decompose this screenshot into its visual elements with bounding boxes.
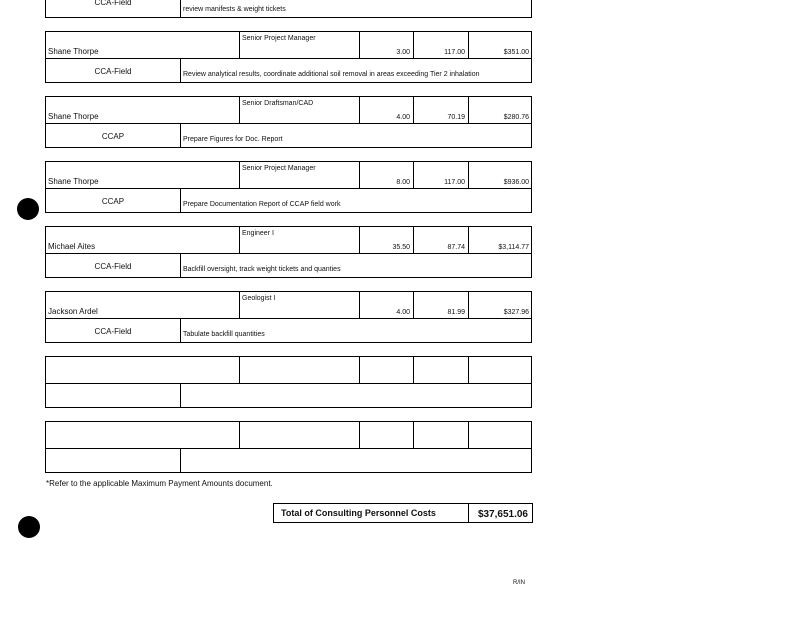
task-description: Backfill oversight, track weight tickets and quanties bbox=[180, 254, 532, 277]
personnel-name: Shane Thorpe bbox=[48, 112, 99, 121]
hours: 8.00 bbox=[396, 179, 410, 186]
personnel-name: Jackson Ardel bbox=[48, 307, 98, 316]
punch-hole-icon bbox=[17, 198, 39, 220]
personnel-title: Senior Project Manager bbox=[242, 165, 316, 172]
personnel-title: Engineer I bbox=[242, 230, 274, 237]
personnel-entry bbox=[45, 161, 532, 213]
task-code: CCAP bbox=[101, 132, 125, 141]
footnote: *Refer to the applicable Maximum Payment Amounts document. bbox=[46, 479, 273, 488]
total-value: $37,651.06 bbox=[477, 509, 528, 520]
task-description: Tabulate backfill quantities bbox=[180, 319, 532, 342]
hours: 35.50 bbox=[392, 244, 410, 251]
personnel-entry bbox=[45, 96, 532, 148]
personnel-title: Senior Project Manager bbox=[242, 35, 316, 42]
personnel-entry bbox=[45, 226, 532, 278]
personnel-entry bbox=[45, 31, 532, 83]
total-label: Total of Consulting Personnel Costs bbox=[281, 508, 436, 518]
task-code: CCA-Field bbox=[94, 67, 132, 76]
personnel-name: Michael Aites bbox=[48, 242, 96, 251]
task-code: CCA-Field bbox=[94, 327, 132, 336]
personnel-title: Geologist I bbox=[242, 295, 276, 302]
punch-hole-icon bbox=[18, 516, 40, 538]
personnel-title: Senior Draftsman/CAD bbox=[242, 100, 314, 107]
hours: 4.00 bbox=[396, 114, 410, 121]
task-description: Review analytical results, coordinate additional soil removal in areas exceeding Tier 2 inhalation bbox=[180, 59, 532, 82]
personnel-name: Shane Thorpe bbox=[48, 177, 99, 186]
amount: $3,114.77 bbox=[498, 244, 529, 251]
task-description: Prepare Documentation Report of CCAP field work bbox=[180, 189, 532, 212]
task-description: Prepare Figures for Doc. Report bbox=[180, 124, 532, 147]
rate: 87.74 bbox=[447, 244, 465, 251]
task-code: CCAP bbox=[101, 197, 125, 206]
rate: 81.99 bbox=[447, 309, 465, 316]
empty-entry bbox=[45, 356, 532, 408]
task-code: CCA-Field bbox=[94, 262, 132, 271]
total-box bbox=[273, 503, 533, 523]
personnel-entry bbox=[45, 291, 532, 343]
task-code: CCA-Field bbox=[94, 0, 132, 7]
empty-entry bbox=[45, 421, 532, 473]
rate: 70.19 bbox=[447, 114, 465, 121]
amount: $327.96 bbox=[503, 309, 529, 316]
rate: 117.00 bbox=[444, 179, 465, 186]
hours: 4.00 bbox=[396, 309, 410, 316]
amount: $936.00 bbox=[503, 179, 529, 186]
hours: 3.00 bbox=[396, 49, 410, 56]
task-description: review manifests & weight tickets bbox=[180, 0, 532, 17]
personnel-name: Shane Thorpe bbox=[48, 47, 99, 56]
amount: $280.76 bbox=[503, 114, 529, 121]
page-mark: R/IN bbox=[513, 580, 525, 586]
amount: $351.00 bbox=[503, 49, 529, 56]
rate: 117.00 bbox=[444, 49, 465, 56]
entry-partial bbox=[45, 0, 532, 18]
